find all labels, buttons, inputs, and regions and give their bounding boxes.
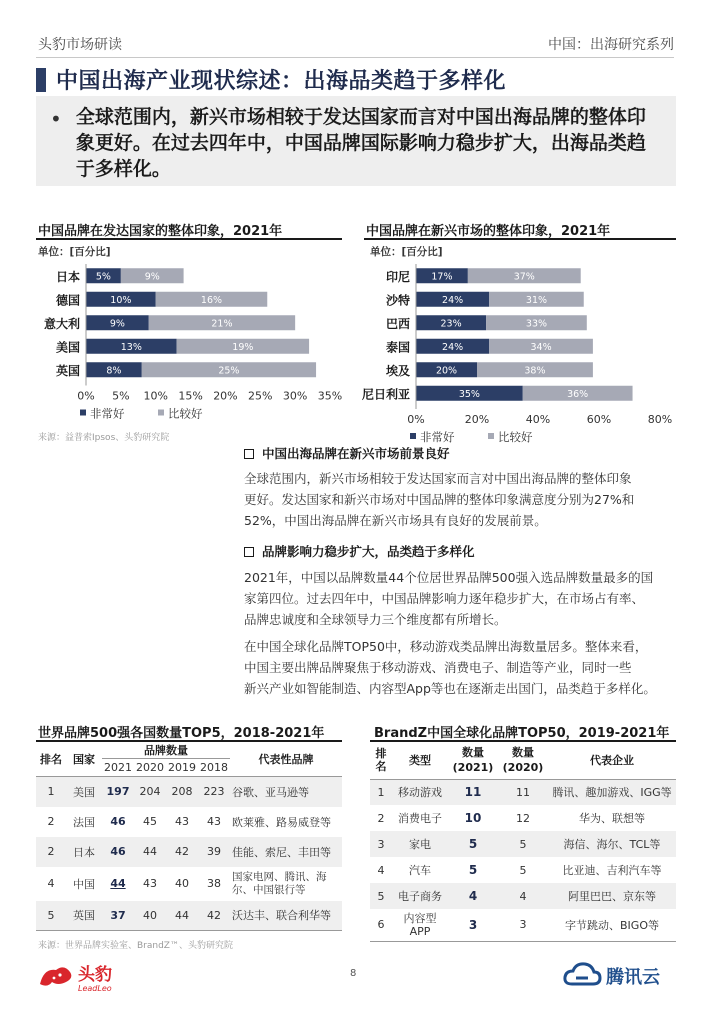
cloud-icon	[562, 956, 674, 996]
chart2-category-label: 巴西	[385, 316, 410, 331]
chart2-data-label: 24%	[442, 294, 464, 306]
table2-header-type: 类型	[409, 754, 431, 768]
leopard-icon	[36, 956, 156, 996]
table1-year-2018: 2018	[200, 761, 228, 774]
table1-header-rank: 排名	[40, 753, 62, 766]
chart2-legend-label: 非常好	[420, 430, 455, 444]
chart1-data-label: 9%	[109, 318, 125, 330]
table-row: 4 汽车 5 5 比亚迪、吉利汽车等	[377, 863, 662, 877]
checkbox-square-icon	[244, 547, 254, 557]
chart1-tick-label: 30%	[282, 389, 308, 403]
chart2-data-label: 20%	[435, 365, 458, 377]
chart1-data-label: 19%	[232, 341, 254, 353]
chart2-data-label: 38%	[524, 365, 546, 377]
table-row: 6 内容型 APP 3 3 字节跳动、BIGO等	[377, 911, 659, 938]
chart1-data-label: 13%	[120, 341, 142, 353]
chart1-legend-swatch	[158, 410, 164, 416]
logo-right-text: 腾讯云	[606, 967, 660, 988]
summary-bullet: •	[50, 107, 62, 131]
table1-header-brands: 代表性品牌	[258, 753, 314, 766]
chart2-data-label: 34%	[530, 341, 552, 353]
summary-box	[36, 96, 676, 186]
source-note-2: 来源：世界品牌实验室、BrandZ™、头豹研究院	[38, 941, 233, 951]
table1-year-2019: 2019	[168, 761, 196, 774]
title-accent-bar	[36, 68, 46, 92]
chart1-tick-label: 5%	[112, 389, 130, 403]
chart1-category-label: 日本	[55, 269, 80, 284]
chart2-category-label: 尼日利亚	[361, 387, 410, 402]
table-row: 1 移动游戏 11 11 腾讯、趣加游戏、IGG等	[370, 779, 676, 805]
chart1-legend-label: 非常好	[90, 406, 125, 421]
table-row: 2 消费电子 10 12 华为、联想等	[377, 811, 645, 825]
chart2-data-label: 23%	[440, 318, 462, 330]
chart1-tick-label: 35%	[317, 389, 343, 403]
section2-paragraph-1: 2021年，中国以品牌数量44个位居世界品牌500强入选品牌数量最多的国 家第四位。过去四年中，中国品牌影响力逐年稳步扩大，在市场占有率、 品牌忠诚度和全球领导力三个维度都有所增长。	[244, 570, 654, 627]
section1-paragraph: 全球范围内，新兴市场相较于发达国家而言对中国出海品牌的整体印象 更好。发达国家和新兴市场对中国品牌的整体印象满意度分别为27%和 52%，中国出海品牌在新兴市场具有良好的发展前景。	[244, 471, 635, 528]
page-title: 中国出海产业现状综述：出海品类趋于多样化	[56, 69, 507, 94]
chart2-data-label: 17%	[431, 271, 453, 283]
table2	[370, 740, 676, 942]
checkbox-square-icon	[244, 449, 254, 459]
chart2-data-label: 31%	[525, 294, 548, 306]
chart2-category-label: 埃及	[385, 363, 410, 378]
table1	[36, 740, 342, 931]
table2-title: BrandZ中国全球化品牌TOP50，2019-2021年	[374, 726, 670, 741]
chart2-legend-label: 比较好	[498, 430, 533, 444]
table1-header-country: 国家	[73, 753, 95, 766]
chart1-legend-label: 比较好	[168, 406, 203, 421]
chart2-legend-swatch	[410, 433, 416, 439]
table-row: 5 英国 37 40 44 42 沃达丰、联合利华等	[36, 901, 342, 931]
chart1-title-rule	[36, 238, 342, 240]
table-row: 3 家电 5 5 海信、海尔、TCL等	[370, 831, 676, 857]
chart2-data-label: 36%	[567, 388, 589, 400]
chart2-data-label: 35%	[458, 388, 480, 400]
logo-left-sub: LeadLeo	[78, 984, 112, 993]
table2-header-firms: 代表企业	[590, 754, 634, 768]
chart1-tick-label: 25%	[248, 389, 273, 403]
logo-left-text: 头豹	[78, 965, 112, 985]
chart2-tick-label: 60%	[586, 413, 612, 426]
table2-header-2021: 数量 (2021)	[452, 746, 494, 775]
section2-heading: 品牌影响力稳步扩大，品类趋于多样化	[244, 542, 475, 560]
chart2-tick-label: 20%	[464, 413, 490, 426]
chart1-category-label: 意大利	[43, 316, 80, 331]
chart2-category-label: 沙特	[385, 293, 410, 308]
chart2-category-label: 泰国	[385, 340, 410, 355]
chart2-data-label: 37%	[513, 271, 535, 283]
chart2-tick-label: 80%	[647, 413, 673, 426]
table2-header-rank: 排 名	[375, 747, 387, 774]
page-number: 8	[350, 968, 357, 979]
table-row: 2 日本 46 44 42 39 佳能、索尼、丰田等	[36, 837, 342, 867]
header-left: 头豹市场研读	[38, 37, 122, 53]
chart1-tick-label: 0%	[77, 389, 95, 403]
chart1-unit: 单位：[百分比]	[38, 246, 111, 258]
chart2-data-label: 24%	[442, 341, 464, 353]
chart1-data-label: 10%	[110, 294, 132, 306]
chart1-category-label: 美国	[55, 340, 80, 355]
summary-text: 全球范围内，新兴市场相较于发达国家而言对中国出海品牌的整体印象更好。在过去四年中，中国品牌国际影响力稳步扩大，出海品类趋于多样化。	[75, 106, 646, 180]
chart2-category-label: 印尼	[385, 269, 410, 284]
chart1-data-label: 9%	[144, 271, 160, 283]
chart1-data-label: 8%	[106, 365, 122, 377]
section2-paragraph-2: 在中国全球化品牌TOP50中，移动游戏类品牌出海数量居多。整体来看， 中国主要出牌品牌聚焦于移动游戏、消费电子、制造等产业，同时一些 新兴产业如智能制造、内容型App等也在逐渐走出国门，品类趋于多样化。	[244, 639, 656, 696]
chart1-category-label: 英国	[55, 363, 80, 378]
header-divider	[36, 57, 674, 58]
chart2-svg	[360, 258, 680, 444]
chart2-tick-label: 0%	[407, 413, 425, 426]
table1-header-count: 品牌数量	[102, 741, 230, 759]
table-row: 5 电子商务 4 4 阿里巴巴、京东等	[370, 883, 676, 909]
chart1-tick-label: 20%	[213, 389, 238, 403]
chart1-svg	[30, 258, 350, 424]
table1-year-2021: 2021	[104, 761, 132, 774]
table-row: 4 中国 44 43 40 38 国家电网、腾讯、海 尔、中国银行等	[47, 870, 327, 896]
table-row: 1 美国 197 204 208 223 谷歌、亚马逊等	[36, 777, 342, 807]
tencent-cloud-logo	[562, 956, 674, 1000]
leadleo-logo	[36, 956, 156, 1000]
header-right: 中国：出海研究系列	[548, 37, 674, 53]
chart1-title: 中国品牌在发达国家的整体印象，2021年	[38, 224, 283, 239]
chart2-legend-swatch	[488, 433, 494, 439]
section1-heading: 中国出海品牌在新兴市场前景良好	[244, 444, 450, 462]
chart1-legend-swatch	[80, 410, 86, 416]
source-note-1: 来源：益普索Ipsos、头豹研究院	[38, 433, 170, 443]
chart2-unit: 单位：[百分比]	[370, 246, 443, 258]
chart1-tick-label: 10%	[143, 389, 168, 403]
chart1-data-label: 16%	[200, 294, 223, 306]
table-row: 2 法国 46 45 43 43 欧莱雅、路易威登等	[47, 815, 331, 829]
chart2-data-label: 33%	[525, 318, 548, 330]
table2-header-2020: 数量 (2020)	[502, 746, 544, 775]
chart2-title: 中国品牌在新兴市场的整体印象，2021年	[366, 224, 611, 239]
chart1-category-label: 德国	[55, 293, 80, 308]
chart1-data-label: 5%	[95, 271, 111, 283]
chart1-data-label: 21%	[211, 318, 233, 330]
table1-year-2020: 2020	[136, 761, 164, 774]
table1-title: 世界品牌500强各国数量TOP5，2018-2021年	[38, 726, 325, 741]
chart2-tick-label: 40%	[525, 413, 551, 426]
chart2-title-rule	[364, 238, 676, 240]
chart1-data-label: 25%	[218, 365, 240, 377]
chart1-tick-label: 15%	[178, 389, 203, 403]
